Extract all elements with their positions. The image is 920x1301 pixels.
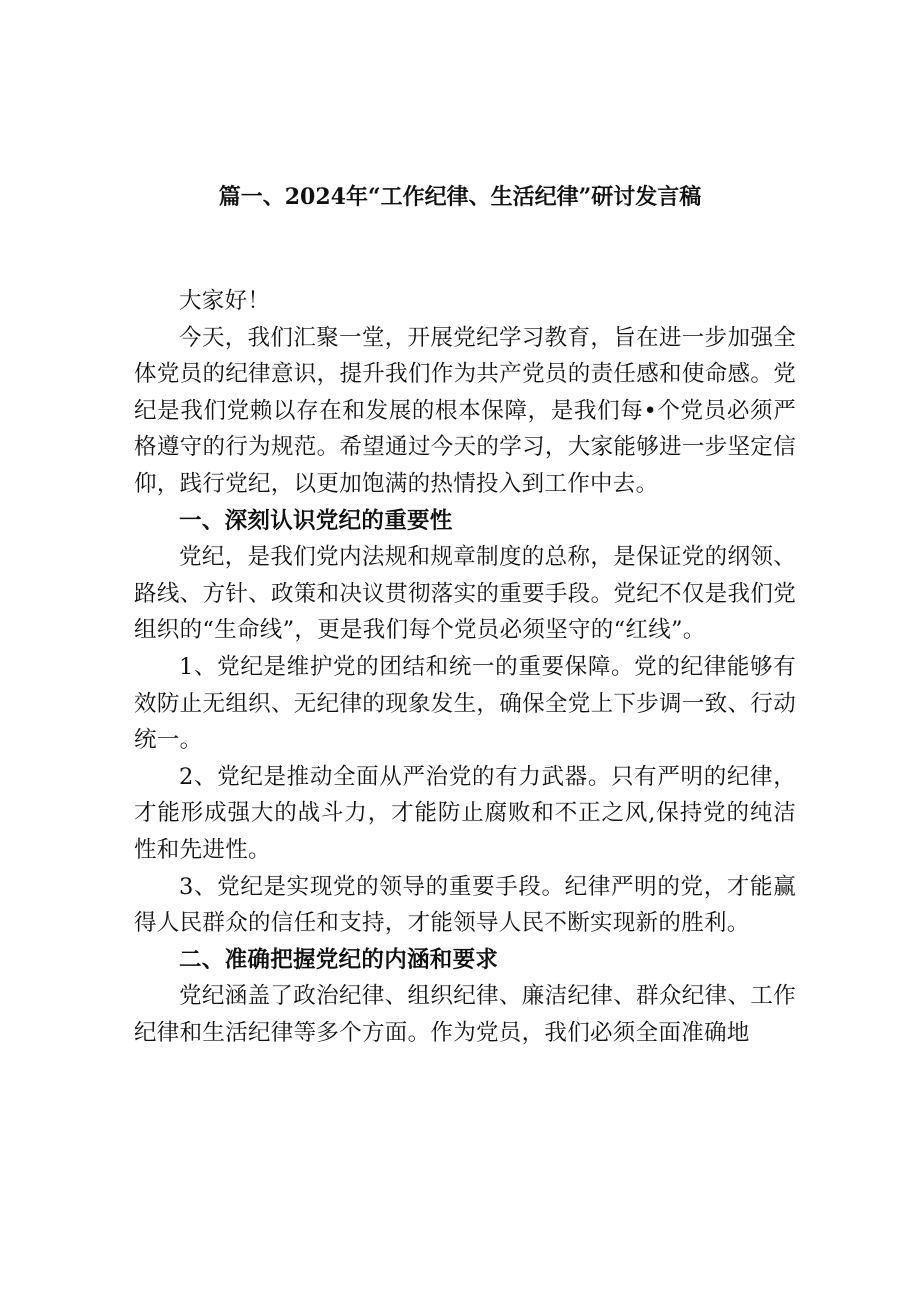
section-1-point-1: 1、党纪是维护党的团结和统一的重要保障。党的纪律能够有效防止无组织、无纪律的现象发生，确保全党上下步调一致、行动统一。	[134, 653, 796, 754]
section-1-point-2: 2、党纪是推动全面从严治党的有力武器。只有严明的纪律，才能形成强大的战斗力，才能防止腐败和不正之风,保持党的纯洁性和先进性。	[134, 763, 796, 863]
section-1-heading: 一、深刻认识党纪的重要性	[179, 507, 453, 534]
section-2-paragraph: 党纪涵盖了政治纪律、组织纪律、廉洁纪律、群众纪律、工作纪律和生活纪律等多个方面。作为党员，我们必须全面准确地	[134, 983, 796, 1046]
document-body	[134, 283, 796, 1051]
section-2-heading: 二、准确把握党纪的内涵和要求	[179, 946, 499, 973]
section-1-point-3: 3、党纪是实现党的领导的重要手段。纪律严明的党，才能赢得人民群众的信任和支持，才能领导人民不断实现新的胜利。	[134, 873, 796, 937]
document-title: 篇一、2024年“工作纪律、生活纪律”研讨发言稿	[218, 184, 702, 210]
intro-paragraph: 今天，我们汇聚一堂，开展党纪学习教育，旨在进一步加强全体党员的纪律意识，提升我们作为共产党员的责任感和使命感。党纪是我们党赖以存在和发展的根本保障，是我们每•个党员必须严格遵守的行为规范。希望通过今天的学习，大家能够进一步坚定信仰，践行党纪，以更加饱满的热情投入到工作中去。	[134, 324, 796, 497]
section-1-paragraph: 党纪，是我们党内法规和规章制度的总称，是保证党的纲领、路线、方针、政策和决议贯彻落实的重要手段。党纪不仅是我们党组织的“生命线”，更是我们每个党员必须坚守的“红线”。	[134, 544, 796, 644]
greeting-paragraph: 大家好！	[179, 288, 271, 314]
